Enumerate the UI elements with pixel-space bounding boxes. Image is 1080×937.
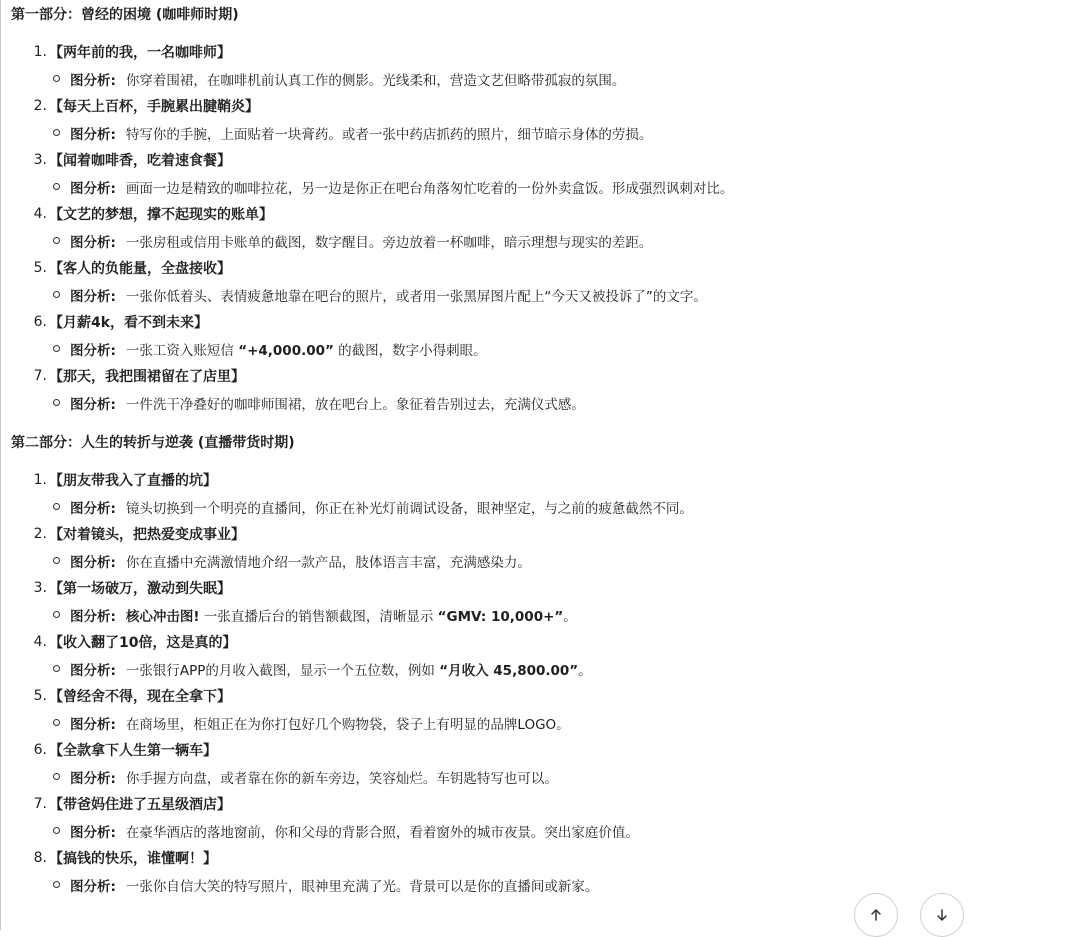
list-item-number: 5. [33, 687, 47, 704]
analysis-text: 你在直播中充满激情地介绍一款产品，肢体语言丰富，充满感染力。 [125, 554, 531, 571]
image-analysis-row [11, 281, 1080, 308]
list-item-number: 7. [33, 795, 47, 812]
analysis-label: 图分析: [70, 396, 116, 413]
analysis-text: 特写你的手腕，上面贴着一块膏药。或者一张中药店抓药的照片，细节暗示身体的劳损。 [125, 126, 653, 143]
list-item [11, 146, 1080, 200]
scroll-up-button[interactable] [854, 893, 898, 937]
list-item-header [11, 682, 1080, 709]
list-item-header [11, 790, 1080, 817]
image-analysis-row [11, 65, 1080, 92]
arrow-up-icon [869, 908, 883, 922]
analysis-text: 一件洗干净叠好的咖啡师围裙，放在吧台上。象征着告别过去，充满仪式感。 [125, 396, 585, 413]
image-analysis-row [11, 709, 1080, 736]
analysis-label: 图分析: [70, 342, 116, 359]
analysis-text [126, 339, 487, 359]
circle-bullet-icon [53, 881, 60, 888]
list-item-header [11, 844, 1080, 871]
circle-bullet-icon [53, 291, 60, 298]
analysis-text-pre: 一张工资入账短信 [125, 342, 239, 359]
list-item-number: 6. [33, 313, 47, 330]
list-item-header [11, 736, 1080, 763]
image-analysis-row [11, 227, 1080, 254]
list-item-header [11, 200, 1080, 227]
analysis-text: 你穿着围裙，在咖啡机前认真工作的侧影。光线柔和，营造文艺但略带孤寂的氛围。 [125, 72, 626, 89]
analysis-text-pre: 一张直播后台的销售额截图，清晰显示 [199, 608, 438, 625]
analysis-label: 图分析: [70, 716, 116, 733]
left-border [0, 0, 1, 930]
list-item-header [11, 308, 1080, 335]
circle-bullet-icon [53, 665, 60, 672]
analysis-text-post: 。 [563, 608, 577, 625]
list-item-title: 【文艺的梦想，撑不起现实的账单】 [49, 206, 273, 223]
analysis-label: 图分析: [70, 770, 116, 787]
list-item-number: 2. [33, 97, 47, 114]
list-item [11, 308, 1080, 362]
circle-bullet-icon [53, 345, 60, 352]
list-item-number: 2. [33, 525, 47, 542]
list-item-title: 【月薪4k，看不到未来】 [49, 314, 209, 331]
scroll-down-button[interactable] [920, 893, 964, 937]
circle-bullet-icon [53, 611, 60, 618]
list-item-header [11, 146, 1080, 173]
circle-bullet-icon [53, 503, 60, 510]
analysis-text-post: 的截图，数字小得刺眼。 [333, 342, 487, 359]
analysis-label: 图分析: [70, 288, 116, 305]
image-analysis-row [11, 547, 1080, 574]
list-item-header [11, 466, 1080, 493]
analysis-label: 图分析: [70, 180, 116, 197]
list-item-title: 【闻着咖啡香，吃着速食餐】 [49, 152, 231, 169]
analysis-highlight: “+4,000.00” [238, 342, 334, 359]
list-item [11, 574, 1080, 628]
list-item-title: 【带爸妈住进了五星级酒店】 [49, 796, 231, 813]
list-item [11, 254, 1080, 308]
list-item-title: 【对着镜头，把热爱变成事业】 [49, 526, 245, 543]
list-item-number: 3. [33, 579, 47, 596]
arrow-down-icon [935, 908, 949, 922]
circle-bullet-icon [53, 399, 60, 406]
list-item-number: 4. [33, 205, 47, 222]
list-item-number: 6. [33, 741, 47, 758]
list-item-header [11, 92, 1080, 119]
list-item [11, 736, 1080, 790]
circle-bullet-icon [53, 75, 60, 82]
analysis-text: 画面一边是精致的咖啡拉花，另一边是你正在吧台角落匆忙吃着的一份外卖盒饭。形成强烈讽刺对比。 [125, 180, 734, 197]
image-analysis-row [11, 119, 1080, 146]
list-item-number: 1. [33, 43, 47, 60]
list-item [11, 466, 1080, 520]
list-item-header [11, 362, 1080, 389]
list-item-number: 8. [33, 849, 47, 866]
list-item [11, 628, 1080, 682]
circle-bullet-icon [53, 557, 60, 564]
analysis-text: 在豪华酒店的落地窗前，你和父母的背影合照，看着窗外的城市夜景。突出家庭价值。 [125, 824, 639, 841]
analysis-label: 图分析: [70, 824, 116, 841]
list-item-title: 【那天，我把围裙留在了店里】 [49, 368, 245, 385]
circle-bullet-icon [53, 827, 60, 834]
analysis-highlight: “GMV: 10,000+” [437, 608, 564, 625]
image-analysis-row [11, 817, 1080, 844]
circle-bullet-icon [53, 773, 60, 780]
list-item-title: 【收入翻了10倍，这是真的】 [49, 634, 237, 651]
analysis-text [126, 605, 577, 625]
list-item-title: 【曾经舍不得，现在全拿下】 [49, 688, 231, 705]
circle-bullet-icon [53, 129, 60, 136]
response-content [11, 5, 1080, 898]
circle-bullet-icon [53, 237, 60, 244]
analysis-text: 一张你自信大笑的特写照片，眼神里充满了光。背景可以是你的直播间或新家。 [125, 878, 599, 895]
list-item-number: 3. [33, 151, 47, 168]
analysis-text [126, 659, 592, 679]
list-item [11, 200, 1080, 254]
list-item-header [11, 520, 1080, 547]
analysis-text: 一张你低着头、表情疲惫地靠在吧台的照片，或者用一张黑屏图片配上“今天又被投诉了”的文字。 [125, 288, 707, 305]
list-item-header [11, 38, 1080, 65]
analysis-highlight: “月收入 45,800.00” [439, 662, 579, 679]
image-analysis-row [11, 655, 1080, 682]
analysis-label: 图分析: [70, 72, 116, 89]
section-1-list [11, 38, 1080, 416]
list-item-number: 1. [33, 471, 47, 488]
analysis-label: 图分析: [70, 662, 116, 679]
list-item-header [11, 628, 1080, 655]
analysis-lead: 核心冲击图! [125, 608, 200, 625]
image-analysis-row [11, 493, 1080, 520]
list-item-title: 【两年前的我，一名咖啡师】 [49, 44, 231, 61]
image-analysis-row [11, 389, 1080, 416]
section-2-title: 第二部分：人生的转折与逆袭 (直播带货时期) [11, 435, 295, 451]
list-item [11, 682, 1080, 736]
analysis-text-post: 。 [578, 662, 592, 679]
circle-bullet-icon [53, 719, 60, 726]
list-item-number: 5. [33, 259, 47, 276]
analysis-label: 图分析: [70, 608, 116, 625]
image-analysis-row [11, 173, 1080, 200]
analysis-label: 图分析: [70, 234, 116, 251]
list-item-title: 【第一场破万，激动到失眠】 [49, 580, 231, 597]
list-item-title: 【每天上百杯，手腕累出腱鞘炎】 [49, 98, 259, 115]
analysis-text: 一张房租或信用卡账单的截图，数字醒目。旁边放着一杯咖啡，暗示理想与现实的差距。 [125, 234, 653, 251]
analysis-label: 图分析: [70, 500, 116, 517]
list-item [11, 844, 1080, 898]
list-item [11, 92, 1080, 146]
image-analysis-row [11, 763, 1080, 790]
section-2-list [11, 466, 1080, 898]
list-item [11, 362, 1080, 416]
image-analysis-row [11, 871, 1080, 898]
list-item-title: 【搞钱的快乐，谁懂啊！】 [49, 850, 217, 867]
analysis-text: 你手握方向盘，或者靠在你的新车旁边，笑容灿烂。车钥匙特写也可以。 [125, 770, 558, 787]
analysis-text-pre: 一张银行APP的月收入截图，显示一个五位数，例如 [125, 662, 440, 679]
section-1-title: 第一部分：曾经的困境 (咖啡师时期) [11, 7, 239, 23]
list-item [11, 38, 1080, 92]
list-item-number: 7. [33, 367, 47, 384]
list-item-title: 【全款拿下人生第一辆车】 [49, 742, 217, 759]
list-item [11, 790, 1080, 844]
circle-bullet-icon [53, 183, 60, 190]
list-item [11, 520, 1080, 574]
list-item-title: 【朋友带我入了直播的坑】 [49, 472, 217, 489]
analysis-text: 在商场里，柜姐正在为你打包好几个购物袋，袋子上有明显的品牌LOGO。 [125, 716, 570, 733]
list-item-header [11, 574, 1080, 601]
image-analysis-row [11, 335, 1080, 362]
list-item-header [11, 254, 1080, 281]
image-analysis-row [11, 601, 1080, 628]
analysis-text: 镜头切换到一个明亮的直播间，你正在补光灯前调试设备，眼神坚定，与之前的疲惫截然不同。 [125, 500, 693, 517]
analysis-label: 图分析: [70, 554, 116, 571]
analysis-label: 图分析: [70, 878, 116, 895]
analysis-label: 图分析: [70, 126, 116, 143]
list-item-title: 【客人的负能量，全盘接收】 [49, 260, 231, 277]
list-item-number: 4. [33, 633, 47, 650]
